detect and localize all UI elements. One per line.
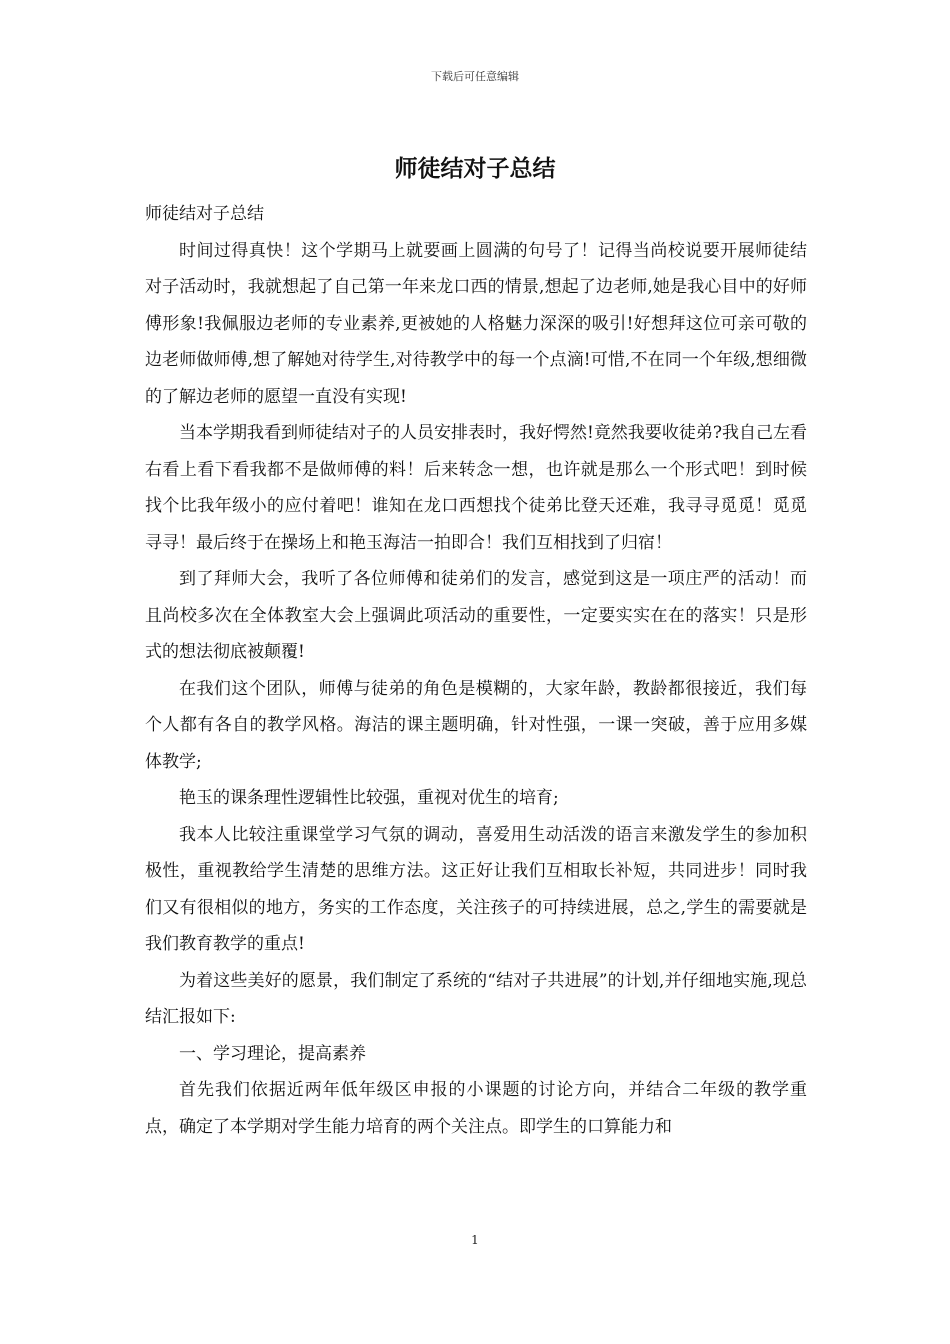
paragraph-5: 艳玉的课条理性逻辑性比较强，重视对优生的培育; bbox=[179, 788, 559, 808]
paragraph-1: 时间过得真快！这个学期马上就要画上圆满的句号了！记得当尚校说要开展师徒结对子活动时，我就想起了自己第一年来龙口西的情景,想起了边老师,她是我心目中的好师傅形象!我佩服边老师的专业素养,更被她的人格魅力深深的吸引!好想拜这位可亲可敬的边老师做师傅,想了解她对待学生,对待教学中的每一个点滴!可惜,不在同一个年级,想细微的了解边老师的愿望一直没有实现! bbox=[145, 240, 807, 407]
document-subtitle: 师徒结对子总结 bbox=[145, 204, 264, 224]
document-body bbox=[145, 196, 807, 1145]
section-heading-1: 一、学习理论，提高素养 bbox=[179, 1043, 366, 1064]
page-number: 1 bbox=[471, 1233, 479, 1247]
paragraph-2: 当本学期我看到师徒结对子的人员安排表时，我好愕然!竟然我要收徒弟?我自己左看右看上看下看我都不是做师傅的料！后来转念一想，也许就是那么一个形式吧！到时候找个比我年级小的应付着吧！谁知在龙口西想找个徒弟比登天还难，我寻寻觅觅！觅觅寻寻！最后终于在操场上和艳玉海洁一拍即合！我们互相找到了归宿！ bbox=[145, 423, 807, 553]
paragraph-6: 我本人比较注重课堂学习气氛的调动，喜爱用生动活泼的语言来激发学生的参加积极性，重视教给学生清楚的思维方法。这正好让我们互相取长补短，共同进步！同时我们又有很相似的地方，务实的工作态度，关注孩子的可持续进展，总之,学生的需要就是我们教育教学的重点! bbox=[145, 824, 807, 954]
paragraph-3: 到了拜师大会，我听了各位师傅和徒弟们的发言，感觉到这是一项庄严的活动！而且尚校多次在全体教室大会上强调此项活动的重要性，一定要实实在在的落实！只是形式的想法彻底被颠覆! bbox=[145, 569, 807, 662]
paragraph-7: 为着这些美好的愿景，我们制定了系统的“结对子共进展”的计划,并仔细地实施,现总结汇报如下: bbox=[145, 970, 807, 1027]
header-note: 下载后可任意编辑 bbox=[431, 70, 519, 83]
paragraph-4: 在我们这个团队，师傅与徒弟的角色是模糊的，大家年龄，教龄都很接近，我们每个人都有各自的教学风格。海洁的课主题明确，针对性强，一课一突破，善于应用多媒体教学; bbox=[145, 678, 807, 772]
document-title: 师徒结对子总结 bbox=[394, 155, 556, 182]
paragraph-8: 首先我们依据近两年低年级区申报的小课题的讨论方向，并结合二年级的教学重点，确定了本学期对学生能力培育的两个关注点。即学生的口算能力和 bbox=[145, 1080, 807, 1137]
